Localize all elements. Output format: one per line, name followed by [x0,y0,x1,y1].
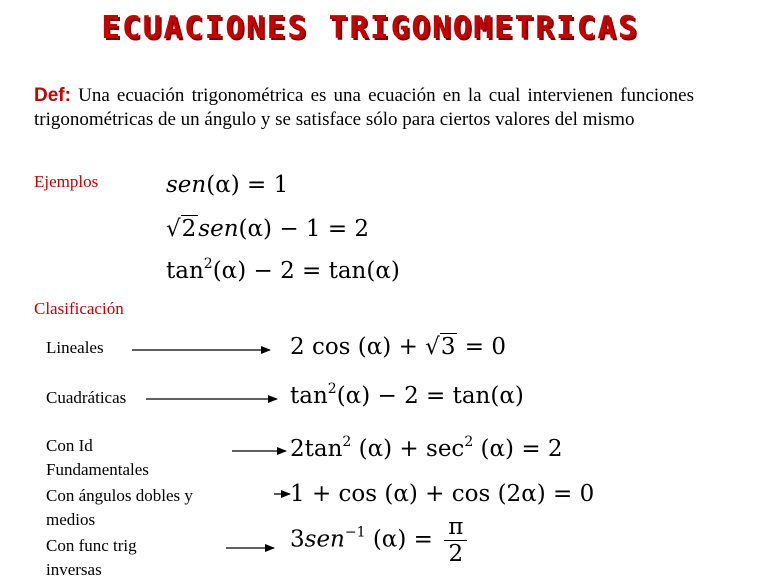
inv-denominator: 2 [448,541,464,567]
lin-pre: 2 cos (α) + [290,334,426,360]
cuad-exp: 2 [327,381,337,397]
eq2-radicand: 2 [181,216,197,242]
definition-text: Una ecuación trigonométrica es una ecuación en la cual intervienen funciones trigonométricas de un ángulo y se satisface sólo para ciertos valores del mismo [34,85,695,130]
id-post: (α) = 2 [473,436,563,462]
eq2-rhs: − 1 = 2 [272,216,370,242]
lin-root-sign: √ [425,334,440,360]
eq1-arg: (α) [206,172,240,198]
eq3-arg: (α) − 2 = tan(α) [212,258,400,284]
class-label-cuadraticas: Cuadráticas [46,388,127,407]
lin-post: = 0 [457,334,506,360]
cuad-post: (α) − 2 = tan(α) [336,383,524,409]
cuad-fn: tan [290,383,328,409]
eq1-fn: sen [166,172,207,198]
eq2-fn: sen [198,216,239,242]
examples-label: Ejemplos [34,172,99,191]
class-label-inversas: Con func trig inversas [46,536,137,579]
class-label-angulos: Con ángulos dobles y medios [46,486,193,529]
ang-text: 1 + cos (α) + cos (2α) = 0 [290,481,595,507]
definition-label: Def: [34,85,71,106]
inv-post: (α) = [365,526,441,553]
inv-exp: −1 [344,524,366,541]
id-exp: 2 [342,434,352,450]
id-pre: 2tan [290,436,343,462]
id-mid: (α) + sec [351,436,465,462]
inv-pre: 3 [290,526,305,553]
eq2-root-sign: √ [166,216,181,242]
eq3-fn: tan [166,258,204,284]
eq2-arg: (α) [238,216,273,242]
classification-label: Clasificación [34,299,124,318]
class-label-identidades: Con Id Fundamentales [46,436,149,479]
inv-fn: sen [304,526,345,553]
lin-radicand: 3 [440,334,456,360]
id-exp2: 2 [464,434,474,450]
page-title: ECUACIONES TRIGONOMETRICAS [101,10,639,46]
eq1-rhs: = 1 [239,172,289,198]
inv-numerator: π [444,514,467,541]
class-label-lineales: Lineales [46,338,104,357]
eq3-exp: 2 [203,256,213,272]
